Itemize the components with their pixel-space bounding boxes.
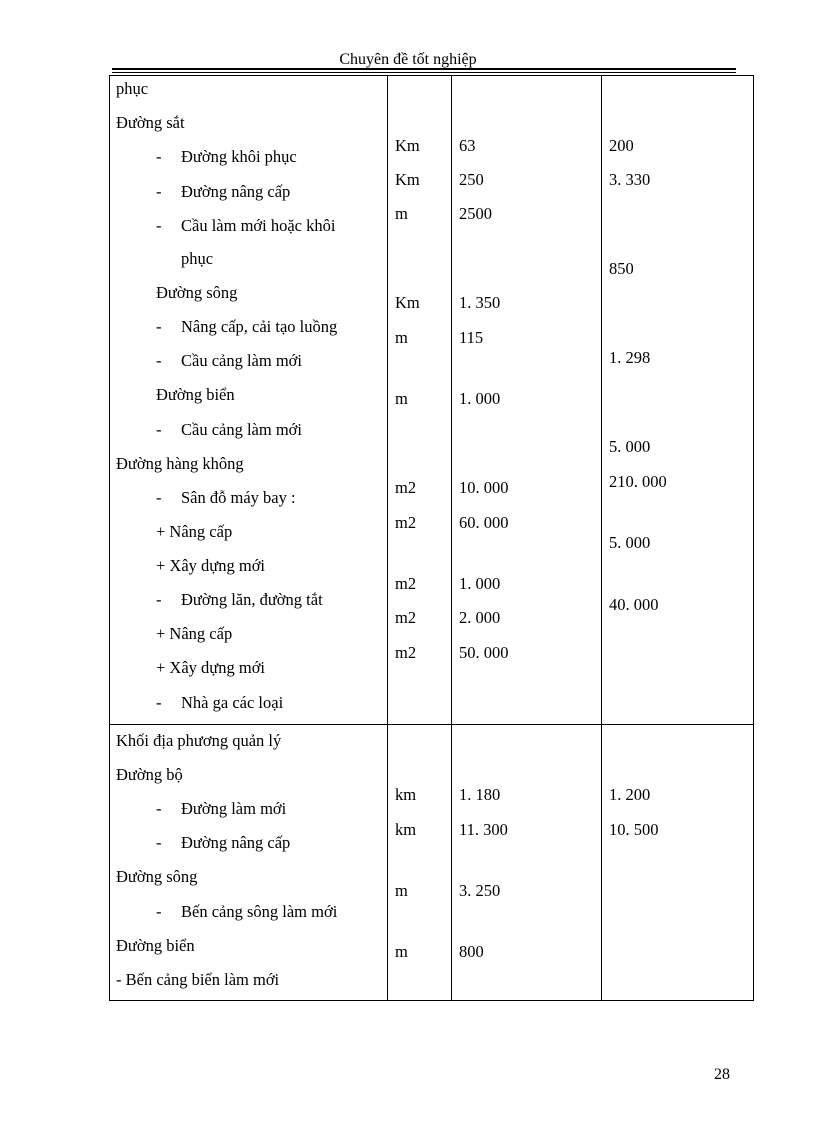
table-cell: 1. 000 xyxy=(459,574,501,593)
table-cell: Cầu cảng làm mới xyxy=(181,420,302,439)
page-header-title: Chuyên đề tốt nghiệp xyxy=(339,51,477,68)
table-cell: m2 xyxy=(395,608,417,627)
table-cell: - xyxy=(156,351,162,370)
table-cell: Nâng cấp, cải tạo luồng xyxy=(181,317,338,336)
table-cell: m xyxy=(395,328,408,347)
table-cell: 5. 000 xyxy=(609,437,651,456)
table-cell: Đường nâng cấp xyxy=(181,833,291,852)
header-rule-thick xyxy=(112,68,736,70)
table-cell: km xyxy=(395,820,417,839)
table-cell: + Nâng cấp xyxy=(156,522,233,541)
page-number: 28 xyxy=(714,1066,730,1083)
table-cell: Đường nâng cấp xyxy=(181,182,291,201)
table-cell: 3. 330 xyxy=(609,170,651,189)
table-cell: 1. 298 xyxy=(609,348,651,367)
table-cell: m2 xyxy=(395,478,417,497)
table-cell: 250 xyxy=(459,170,484,189)
table-cell: Km xyxy=(395,136,420,155)
table-cell: - xyxy=(156,833,162,852)
table-cell: 11. 300 xyxy=(459,820,508,839)
column-divider xyxy=(387,76,388,1000)
table-cell: + Xây dựng mới xyxy=(156,658,266,677)
table-cell: - xyxy=(156,216,162,235)
table-cell: phục xyxy=(181,249,214,268)
table-cell: - xyxy=(156,799,162,818)
table-cell: Đường bộ xyxy=(116,765,183,784)
table-cell: 50. 000 xyxy=(459,643,509,662)
row-divider xyxy=(110,724,753,725)
table-cell: 2. 000 xyxy=(459,608,501,627)
table-cell: - xyxy=(156,693,162,712)
table-cell: Đường khôi phục xyxy=(181,147,297,166)
table-cell: 210. 000 xyxy=(609,472,667,491)
table-cell: - xyxy=(156,902,162,921)
table-cell: - xyxy=(156,420,162,439)
table-cell: 2500 xyxy=(459,204,492,223)
table-cell: phục xyxy=(116,79,149,98)
table-cell: 40. 000 xyxy=(609,595,659,614)
table-cell: - xyxy=(156,590,162,609)
data-table xyxy=(109,75,754,1001)
table-cell: 1. 180 xyxy=(459,785,501,804)
table-cell: 10. 500 xyxy=(609,820,659,839)
table-cell: 800 xyxy=(459,942,484,961)
table-cell: Đường làm mới xyxy=(181,799,287,818)
table-cell: 1. 000 xyxy=(459,389,501,408)
table-cell: 63 xyxy=(459,136,476,155)
table-cell: Nhà ga các loại xyxy=(181,693,284,712)
table-cell: km xyxy=(395,785,417,804)
table-cell: Bến cảng sông làm mới xyxy=(181,902,338,921)
table-cell: m2 xyxy=(395,643,417,662)
column-divider xyxy=(451,76,452,1000)
table-cell: m xyxy=(395,942,408,961)
table-cell: - xyxy=(156,488,162,507)
table-cell: Đường sông xyxy=(116,867,198,886)
table-cell: m2 xyxy=(395,574,417,593)
table-cell: 10. 000 xyxy=(459,478,509,497)
table-cell: Đường biển xyxy=(156,385,235,404)
table-cell: Đường lăn, đường tắt xyxy=(181,590,323,609)
table-cell: 60. 000 xyxy=(459,513,509,532)
column-divider xyxy=(601,76,602,1000)
table-cell: Sân đỗ máy bay : xyxy=(181,488,296,507)
table-cell: + Xây dựng mới xyxy=(156,556,266,575)
table-cell: 1. 350 xyxy=(459,293,501,312)
table-cell: m2 xyxy=(395,513,417,532)
table-cell: - xyxy=(156,182,162,201)
table-cell: - xyxy=(156,147,162,166)
table-cell: 3. 250 xyxy=(459,881,501,900)
table-cell: m xyxy=(395,881,408,900)
table-cell: Cầu cảng làm mới xyxy=(181,351,302,370)
table-cell: 115 xyxy=(459,328,484,347)
table-cell: - xyxy=(156,317,162,336)
table-cell: Đường hàng không xyxy=(116,454,244,473)
table-cell: Khối địa phương quản lý xyxy=(116,731,282,750)
table-cell: 200 xyxy=(609,136,634,155)
table-cell: 850 xyxy=(609,259,634,278)
table-cell: 5. 000 xyxy=(609,533,651,552)
table-cell: Đường biển xyxy=(116,936,195,955)
table-cell: + Nâng cấp xyxy=(156,624,233,643)
table-cell: Đường sông xyxy=(156,283,238,302)
table-cell: m xyxy=(395,389,408,408)
table-cell: - Bến cảng biển làm mới xyxy=(116,970,280,989)
table-cell: Km xyxy=(395,293,420,312)
header-rule-thin xyxy=(112,72,736,73)
table-cell: Km xyxy=(395,170,420,189)
table-cell: Cầu làm mới hoặc khôi xyxy=(181,216,336,235)
table-cell: Đường sắt xyxy=(116,113,185,132)
table-cell: m xyxy=(395,204,408,223)
table-cell: 1. 200 xyxy=(609,785,651,804)
